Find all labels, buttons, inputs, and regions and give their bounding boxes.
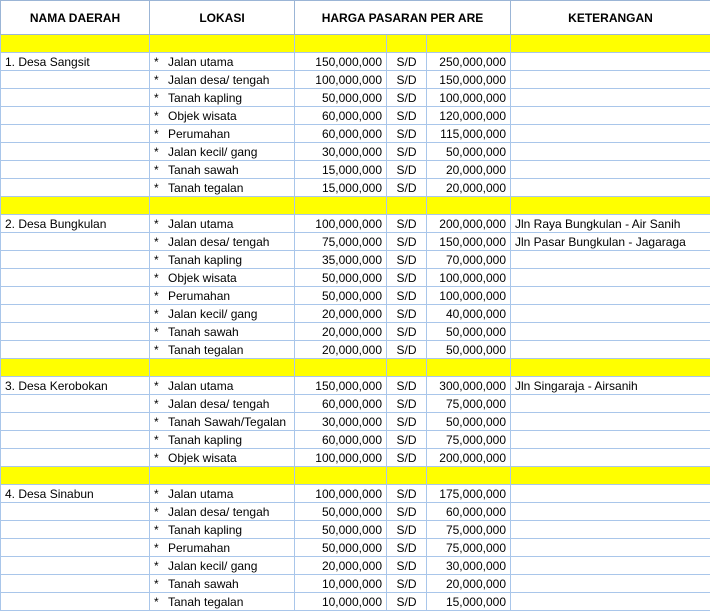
bullet-mark: * xyxy=(154,378,168,394)
bullet-mark: * xyxy=(154,234,168,250)
note-cell[interactable] xyxy=(511,413,710,431)
table-row xyxy=(1,287,710,305)
note-cell[interactable] xyxy=(511,125,710,143)
note-cell[interactable]: Jln Raya Bungkulan - Air Sanih xyxy=(511,215,710,233)
location-label: Tanah sawah xyxy=(168,577,239,591)
table-row xyxy=(1,377,710,395)
bullet-mark: * xyxy=(154,558,168,574)
location-label: Jalan desa/ tengah xyxy=(168,235,269,249)
price-max-cell[interactable]: 75,000,000 xyxy=(427,431,511,449)
note-cell[interactable] xyxy=(511,71,710,89)
header-lokasi[interactable]: LOKASI xyxy=(150,1,295,35)
location-label: Jalan kecil/ gang xyxy=(168,145,257,159)
bullet-mark: * xyxy=(154,54,168,70)
location-label: Objek wisata xyxy=(168,451,237,465)
separator-cell[interactable] xyxy=(295,467,387,485)
range-separator-cell[interactable]: S/D xyxy=(387,449,427,467)
location-label: Jalan kecil/ gang xyxy=(168,559,257,573)
price-max-cell[interactable]: 150,000,000 xyxy=(427,233,511,251)
location-label: Jalan utama xyxy=(168,217,233,231)
separator-cell[interactable] xyxy=(511,197,710,215)
separator-cell[interactable] xyxy=(1,467,150,485)
separator-cell[interactable] xyxy=(150,359,295,377)
region-name-cell[interactable] xyxy=(1,107,150,125)
region-name-cell[interactable] xyxy=(1,539,150,557)
table-row xyxy=(1,53,710,71)
region-name-cell[interactable] xyxy=(1,521,150,539)
bullet-mark: * xyxy=(154,72,168,88)
table-row xyxy=(1,449,710,467)
price-max-cell[interactable]: 250,000,000 xyxy=(427,53,511,71)
table-row xyxy=(1,143,710,161)
price-max-cell[interactable]: 20,000,000 xyxy=(427,179,511,197)
separator-cell[interactable] xyxy=(511,467,710,485)
location-label: Tanah tegalan xyxy=(168,595,243,609)
note-cell[interactable] xyxy=(511,89,710,107)
location-label: Jalan desa/ tengah xyxy=(168,505,269,519)
separator-cell[interactable] xyxy=(1,359,150,377)
price-max-cell[interactable]: 30,000,000 xyxy=(427,557,511,575)
separator-cell[interactable] xyxy=(150,197,295,215)
price-min-cell[interactable]: 30,000,000 xyxy=(295,143,387,161)
region-name-cell[interactable] xyxy=(1,71,150,89)
location-cell[interactable] xyxy=(150,233,295,251)
region-name-cell[interactable] xyxy=(1,503,150,521)
location-label: Tanah tegalan xyxy=(168,343,243,357)
note-cell[interactable]: Jln Pasar Bungkulan - Jagaraga xyxy=(511,233,710,251)
location-label: Jalan desa/ tengah xyxy=(168,73,269,87)
table-row xyxy=(1,323,710,341)
bullet-mark: * xyxy=(154,504,168,520)
location-cell[interactable] xyxy=(150,143,295,161)
separator-cell[interactable] xyxy=(511,359,710,377)
table-row xyxy=(1,503,710,521)
note-cell[interactable] xyxy=(511,557,710,575)
location-cell[interactable] xyxy=(150,305,295,323)
table-row xyxy=(1,215,710,233)
region-name-cell[interactable] xyxy=(1,341,150,359)
bullet-mark: * xyxy=(154,324,168,340)
price-min-cell[interactable]: 100,000,000 xyxy=(295,485,387,503)
region-name-cell[interactable] xyxy=(1,233,150,251)
note-cell[interactable] xyxy=(511,575,710,593)
table-row xyxy=(1,485,710,503)
table-row xyxy=(1,89,710,107)
location-label: Jalan utama xyxy=(168,487,233,501)
bullet-mark: * xyxy=(154,342,168,358)
price-min-cell[interactable]: 20,000,000 xyxy=(295,305,387,323)
range-separator-cell[interactable]: S/D xyxy=(387,71,427,89)
table-row xyxy=(1,107,710,125)
separator-cell[interactable] xyxy=(295,359,387,377)
separator-cell[interactable] xyxy=(1,197,150,215)
region-name-cell[interactable] xyxy=(1,287,150,305)
price-min-cell[interactable]: 20,000,000 xyxy=(295,557,387,575)
price-min-cell[interactable]: 10,000,000 xyxy=(295,593,387,611)
price-max-cell[interactable]: 70,000,000 xyxy=(427,251,511,269)
table-row xyxy=(1,71,710,89)
table-row xyxy=(1,305,710,323)
price-min-cell[interactable]: 60,000,000 xyxy=(295,431,387,449)
location-label: Jalan utama xyxy=(168,55,233,69)
location-label: Jalan kecil/ gang xyxy=(168,307,257,321)
location-cell[interactable] xyxy=(150,431,295,449)
note-cell[interactable] xyxy=(511,161,710,179)
note-cell[interactable] xyxy=(511,431,710,449)
bullet-mark: * xyxy=(154,432,168,448)
price-max-cell[interactable]: 75,000,000 xyxy=(427,521,511,539)
note-cell[interactable] xyxy=(511,179,710,197)
region-name-cell[interactable] xyxy=(1,395,150,413)
location-cell[interactable] xyxy=(150,503,295,521)
separator-cell[interactable] xyxy=(427,197,511,215)
note-cell[interactable] xyxy=(511,593,710,611)
location-label: Tanah Sawah/Tegalan xyxy=(168,415,286,429)
bullet-mark: * xyxy=(154,108,168,124)
note-cell[interactable] xyxy=(511,287,710,305)
note-cell[interactable] xyxy=(511,341,710,359)
table-row xyxy=(1,521,710,539)
separator-cell[interactable] xyxy=(511,35,710,53)
location-cell[interactable] xyxy=(150,53,295,71)
location-cell[interactable] xyxy=(150,539,295,557)
range-separator-cell[interactable]: S/D xyxy=(387,395,427,413)
region-name-cell[interactable] xyxy=(1,413,150,431)
range-separator-cell[interactable]: S/D xyxy=(387,161,427,179)
region-name-cell[interactable]: 2. Desa Bungkulan xyxy=(1,215,150,233)
price-max-cell[interactable]: 200,000,000 xyxy=(427,449,511,467)
separator-cell[interactable] xyxy=(427,359,511,377)
location-label: Perumahan xyxy=(168,127,230,141)
table-row xyxy=(1,395,710,413)
bullet-mark: * xyxy=(154,576,168,592)
price-min-cell[interactable]: 150,000,000 xyxy=(295,377,387,395)
bullet-mark: * xyxy=(154,450,168,466)
location-cell[interactable] xyxy=(150,287,295,305)
separator-cell[interactable] xyxy=(387,35,427,53)
note-cell[interactable] xyxy=(511,539,710,557)
location-label: Objek wisata xyxy=(168,271,237,285)
location-cell[interactable] xyxy=(150,89,295,107)
price-min-cell[interactable]: 50,000,000 xyxy=(295,89,387,107)
price-min-cell[interactable]: 15,000,000 xyxy=(295,161,387,179)
price-min-cell[interactable]: 30,000,000 xyxy=(295,413,387,431)
location-cell[interactable] xyxy=(150,557,295,575)
location-cell[interactable] xyxy=(150,377,295,395)
price-max-cell[interactable]: 50,000,000 xyxy=(427,413,511,431)
header-nama-daerah[interactable]: NAMA DAERAH xyxy=(1,1,150,35)
separator-cell[interactable] xyxy=(150,35,295,53)
location-cell[interactable] xyxy=(150,323,295,341)
range-separator-cell[interactable]: S/D xyxy=(387,287,427,305)
location-cell[interactable] xyxy=(150,161,295,179)
separator-cell[interactable] xyxy=(427,467,511,485)
price-min-cell[interactable]: 50,000,000 xyxy=(295,539,387,557)
separator-cell[interactable] xyxy=(150,467,295,485)
price-min-cell[interactable]: 75,000,000 xyxy=(295,233,387,251)
bullet-mark: * xyxy=(154,288,168,304)
location-cell[interactable] xyxy=(150,485,295,503)
table-row xyxy=(1,557,710,575)
price-max-cell[interactable]: 200,000,000 xyxy=(427,215,511,233)
price-min-cell[interactable]: 20,000,000 xyxy=(295,341,387,359)
note-cell[interactable] xyxy=(511,503,710,521)
bullet-mark: * xyxy=(154,252,168,268)
price-max-cell[interactable]: 150,000,000 xyxy=(427,71,511,89)
note-cell[interactable]: Jln Singaraja - Airsanih xyxy=(511,377,710,395)
note-cell[interactable] xyxy=(511,269,710,287)
location-label: Jalan utama xyxy=(168,379,233,393)
location-label: Tanah kapling xyxy=(168,523,242,537)
bullet-mark: * xyxy=(154,144,168,160)
location-cell[interactable] xyxy=(150,575,295,593)
location-label: Objek wisata xyxy=(168,109,237,123)
range-separator-cell[interactable]: S/D xyxy=(387,89,427,107)
price-max-cell[interactable]: 120,000,000 xyxy=(427,107,511,125)
range-separator-cell[interactable]: S/D xyxy=(387,269,427,287)
price-min-cell[interactable]: 50,000,000 xyxy=(295,503,387,521)
price-max-cell[interactable]: 100,000,000 xyxy=(427,287,511,305)
separator-row xyxy=(1,197,710,215)
location-cell[interactable] xyxy=(150,125,295,143)
table-row xyxy=(1,179,710,197)
price-max-cell[interactable]: 50,000,000 xyxy=(427,323,511,341)
region-name-cell[interactable] xyxy=(1,557,150,575)
location-cell[interactable] xyxy=(150,341,295,359)
range-separator-cell[interactable]: S/D xyxy=(387,215,427,233)
header-harga[interactable]: HARGA PASARAN PER ARE xyxy=(295,1,511,35)
region-name-cell[interactable] xyxy=(1,449,150,467)
region-name-cell[interactable] xyxy=(1,161,150,179)
range-separator-cell[interactable]: S/D xyxy=(387,557,427,575)
note-cell[interactable] xyxy=(511,53,710,71)
range-separator-cell[interactable]: S/D xyxy=(387,593,427,611)
price-max-cell[interactable]: 15,000,000 xyxy=(427,593,511,611)
table-body xyxy=(1,35,710,611)
price-min-cell[interactable]: 10,000,000 xyxy=(295,575,387,593)
location-label: Tanah kapling xyxy=(168,253,242,267)
header-keterangan[interactable]: KETERANGAN xyxy=(511,1,710,35)
table-row xyxy=(1,125,710,143)
price-min-cell[interactable]: 60,000,000 xyxy=(295,107,387,125)
price-min-cell[interactable]: 35,000,000 xyxy=(295,251,387,269)
region-name-cell[interactable]: 3. Desa Kerobokan xyxy=(1,377,150,395)
range-separator-cell[interactable]: S/D xyxy=(387,179,427,197)
location-cell[interactable] xyxy=(150,251,295,269)
bullet-mark: * xyxy=(154,126,168,142)
range-separator-cell[interactable]: S/D xyxy=(387,341,427,359)
location-label: Tanah sawah xyxy=(168,163,239,177)
price-max-cell[interactable]: 115,000,000 xyxy=(427,125,511,143)
note-cell[interactable] xyxy=(511,395,710,413)
price-min-cell[interactable]: 50,000,000 xyxy=(295,521,387,539)
location-cell[interactable] xyxy=(150,215,295,233)
region-name-cell[interactable] xyxy=(1,575,150,593)
price-max-cell[interactable]: 50,000,000 xyxy=(427,143,511,161)
separator-cell[interactable] xyxy=(295,197,387,215)
header-row xyxy=(1,1,710,35)
location-cell[interactable] xyxy=(150,179,295,197)
price-min-cell[interactable]: 150,000,000 xyxy=(295,53,387,71)
table-row xyxy=(1,161,710,179)
table-row xyxy=(1,233,710,251)
bullet-mark: * xyxy=(154,486,168,502)
location-label: Perumahan xyxy=(168,541,230,555)
bullet-mark: * xyxy=(154,180,168,196)
note-cell[interactable] xyxy=(511,323,710,341)
price-max-cell[interactable]: 50,000,000 xyxy=(427,341,511,359)
location-cell[interactable] xyxy=(150,413,295,431)
region-name-cell[interactable] xyxy=(1,251,150,269)
bullet-mark: * xyxy=(154,270,168,286)
region-name-cell[interactable] xyxy=(1,89,150,107)
separator-cell[interactable] xyxy=(427,35,511,53)
location-cell[interactable] xyxy=(150,71,295,89)
note-cell[interactable] xyxy=(511,485,710,503)
bullet-mark: * xyxy=(154,540,168,556)
separator-row xyxy=(1,35,710,53)
price-min-cell[interactable]: 15,000,000 xyxy=(295,179,387,197)
location-label: Tanah kapling xyxy=(168,91,242,105)
table-row xyxy=(1,341,710,359)
table-row xyxy=(1,539,710,557)
price-max-cell[interactable]: 40,000,000 xyxy=(427,305,511,323)
price-max-cell[interactable]: 100,000,000 xyxy=(427,269,511,287)
separator-cell[interactable] xyxy=(387,359,427,377)
table-row xyxy=(1,413,710,431)
region-name-cell[interactable]: 1. Desa Sangsit xyxy=(1,53,150,71)
table-row xyxy=(1,431,710,449)
range-separator-cell[interactable]: S/D xyxy=(387,53,427,71)
price-min-cell[interactable]: 60,000,000 xyxy=(295,125,387,143)
separator-cell[interactable] xyxy=(387,467,427,485)
price-min-cell[interactable]: 50,000,000 xyxy=(295,287,387,305)
range-separator-cell[interactable]: S/D xyxy=(387,485,427,503)
price-max-cell[interactable]: 175,000,000 xyxy=(427,485,511,503)
bullet-mark: * xyxy=(154,594,168,610)
range-separator-cell[interactable]: S/D xyxy=(387,539,427,557)
price-max-cell[interactable]: 100,000,000 xyxy=(427,89,511,107)
location-label: Perumahan xyxy=(168,289,230,303)
price-max-cell[interactable]: 20,000,000 xyxy=(427,575,511,593)
range-separator-cell[interactable]: S/D xyxy=(387,413,427,431)
bullet-mark: * xyxy=(154,414,168,430)
separator-cell[interactable] xyxy=(1,35,150,53)
bullet-mark: * xyxy=(154,396,168,412)
separator-cell[interactable] xyxy=(387,197,427,215)
region-name-cell[interactable] xyxy=(1,305,150,323)
price-max-cell[interactable]: 60,000,000 xyxy=(427,503,511,521)
region-name-cell[interactable] xyxy=(1,179,150,197)
location-cell[interactable] xyxy=(150,521,295,539)
separator-row xyxy=(1,467,710,485)
location-label: Tanah sawah xyxy=(168,325,239,339)
range-separator-cell[interactable]: S/D xyxy=(387,431,427,449)
price-max-cell[interactable]: 75,000,000 xyxy=(427,539,511,557)
price-min-cell[interactable]: 100,000,000 xyxy=(295,71,387,89)
table-row xyxy=(1,269,710,287)
table-row xyxy=(1,251,710,269)
bullet-mark: * xyxy=(154,162,168,178)
range-separator-cell[interactable]: S/D xyxy=(387,233,427,251)
region-name-cell[interactable] xyxy=(1,143,150,161)
range-separator-cell[interactable]: S/D xyxy=(387,107,427,125)
bullet-mark: * xyxy=(154,522,168,538)
location-label: Tanah tegalan xyxy=(168,181,243,195)
region-name-cell[interactable] xyxy=(1,269,150,287)
location-cell[interactable] xyxy=(150,107,295,125)
note-cell[interactable] xyxy=(511,521,710,539)
note-cell[interactable] xyxy=(511,449,710,467)
note-cell[interactable] xyxy=(511,251,710,269)
price-min-cell[interactable]: 60,000,000 xyxy=(295,395,387,413)
price-min-cell[interactable]: 100,000,000 xyxy=(295,449,387,467)
location-label: Jalan desa/ tengah xyxy=(168,397,269,411)
separator-row xyxy=(1,359,710,377)
bullet-mark: * xyxy=(154,306,168,322)
range-separator-cell[interactable]: S/D xyxy=(387,503,427,521)
bullet-mark: * xyxy=(154,216,168,232)
range-separator-cell[interactable]: S/D xyxy=(387,575,427,593)
region-name-cell[interactable] xyxy=(1,323,150,341)
location-cell[interactable] xyxy=(150,395,295,413)
price-max-cell[interactable]: 75,000,000 xyxy=(427,395,511,413)
note-cell[interactable] xyxy=(511,305,710,323)
note-cell[interactable] xyxy=(511,107,710,125)
price-min-cell[interactable]: 100,000,000 xyxy=(295,215,387,233)
table-row xyxy=(1,575,710,593)
region-name-cell[interactable] xyxy=(1,593,150,611)
price-min-cell[interactable]: 50,000,000 xyxy=(295,269,387,287)
range-separator-cell[interactable]: S/D xyxy=(387,323,427,341)
price-max-cell[interactable]: 20,000,000 xyxy=(427,161,511,179)
table-row xyxy=(1,593,710,611)
range-separator-cell[interactable]: S/D xyxy=(387,521,427,539)
price-min-cell[interactable]: 20,000,000 xyxy=(295,323,387,341)
location-cell[interactable] xyxy=(150,449,295,467)
region-name-cell[interactable] xyxy=(1,125,150,143)
range-separator-cell[interactable]: S/D xyxy=(387,125,427,143)
range-separator-cell[interactable]: S/D xyxy=(387,305,427,323)
location-label: Tanah kapling xyxy=(168,433,242,447)
bullet-mark: * xyxy=(154,90,168,106)
range-separator-cell[interactable]: S/D xyxy=(387,143,427,161)
range-separator-cell[interactable]: S/D xyxy=(387,377,427,395)
separator-cell[interactable] xyxy=(295,35,387,53)
note-cell[interactable] xyxy=(511,143,710,161)
region-name-cell[interactable]: 4. Desa Sinabun xyxy=(1,485,150,503)
price-max-cell[interactable]: 300,000,000 xyxy=(427,377,511,395)
location-cell[interactable] xyxy=(150,269,295,287)
region-name-cell[interactable] xyxy=(1,431,150,449)
location-cell[interactable] xyxy=(150,593,295,611)
range-separator-cell[interactable]: S/D xyxy=(387,251,427,269)
